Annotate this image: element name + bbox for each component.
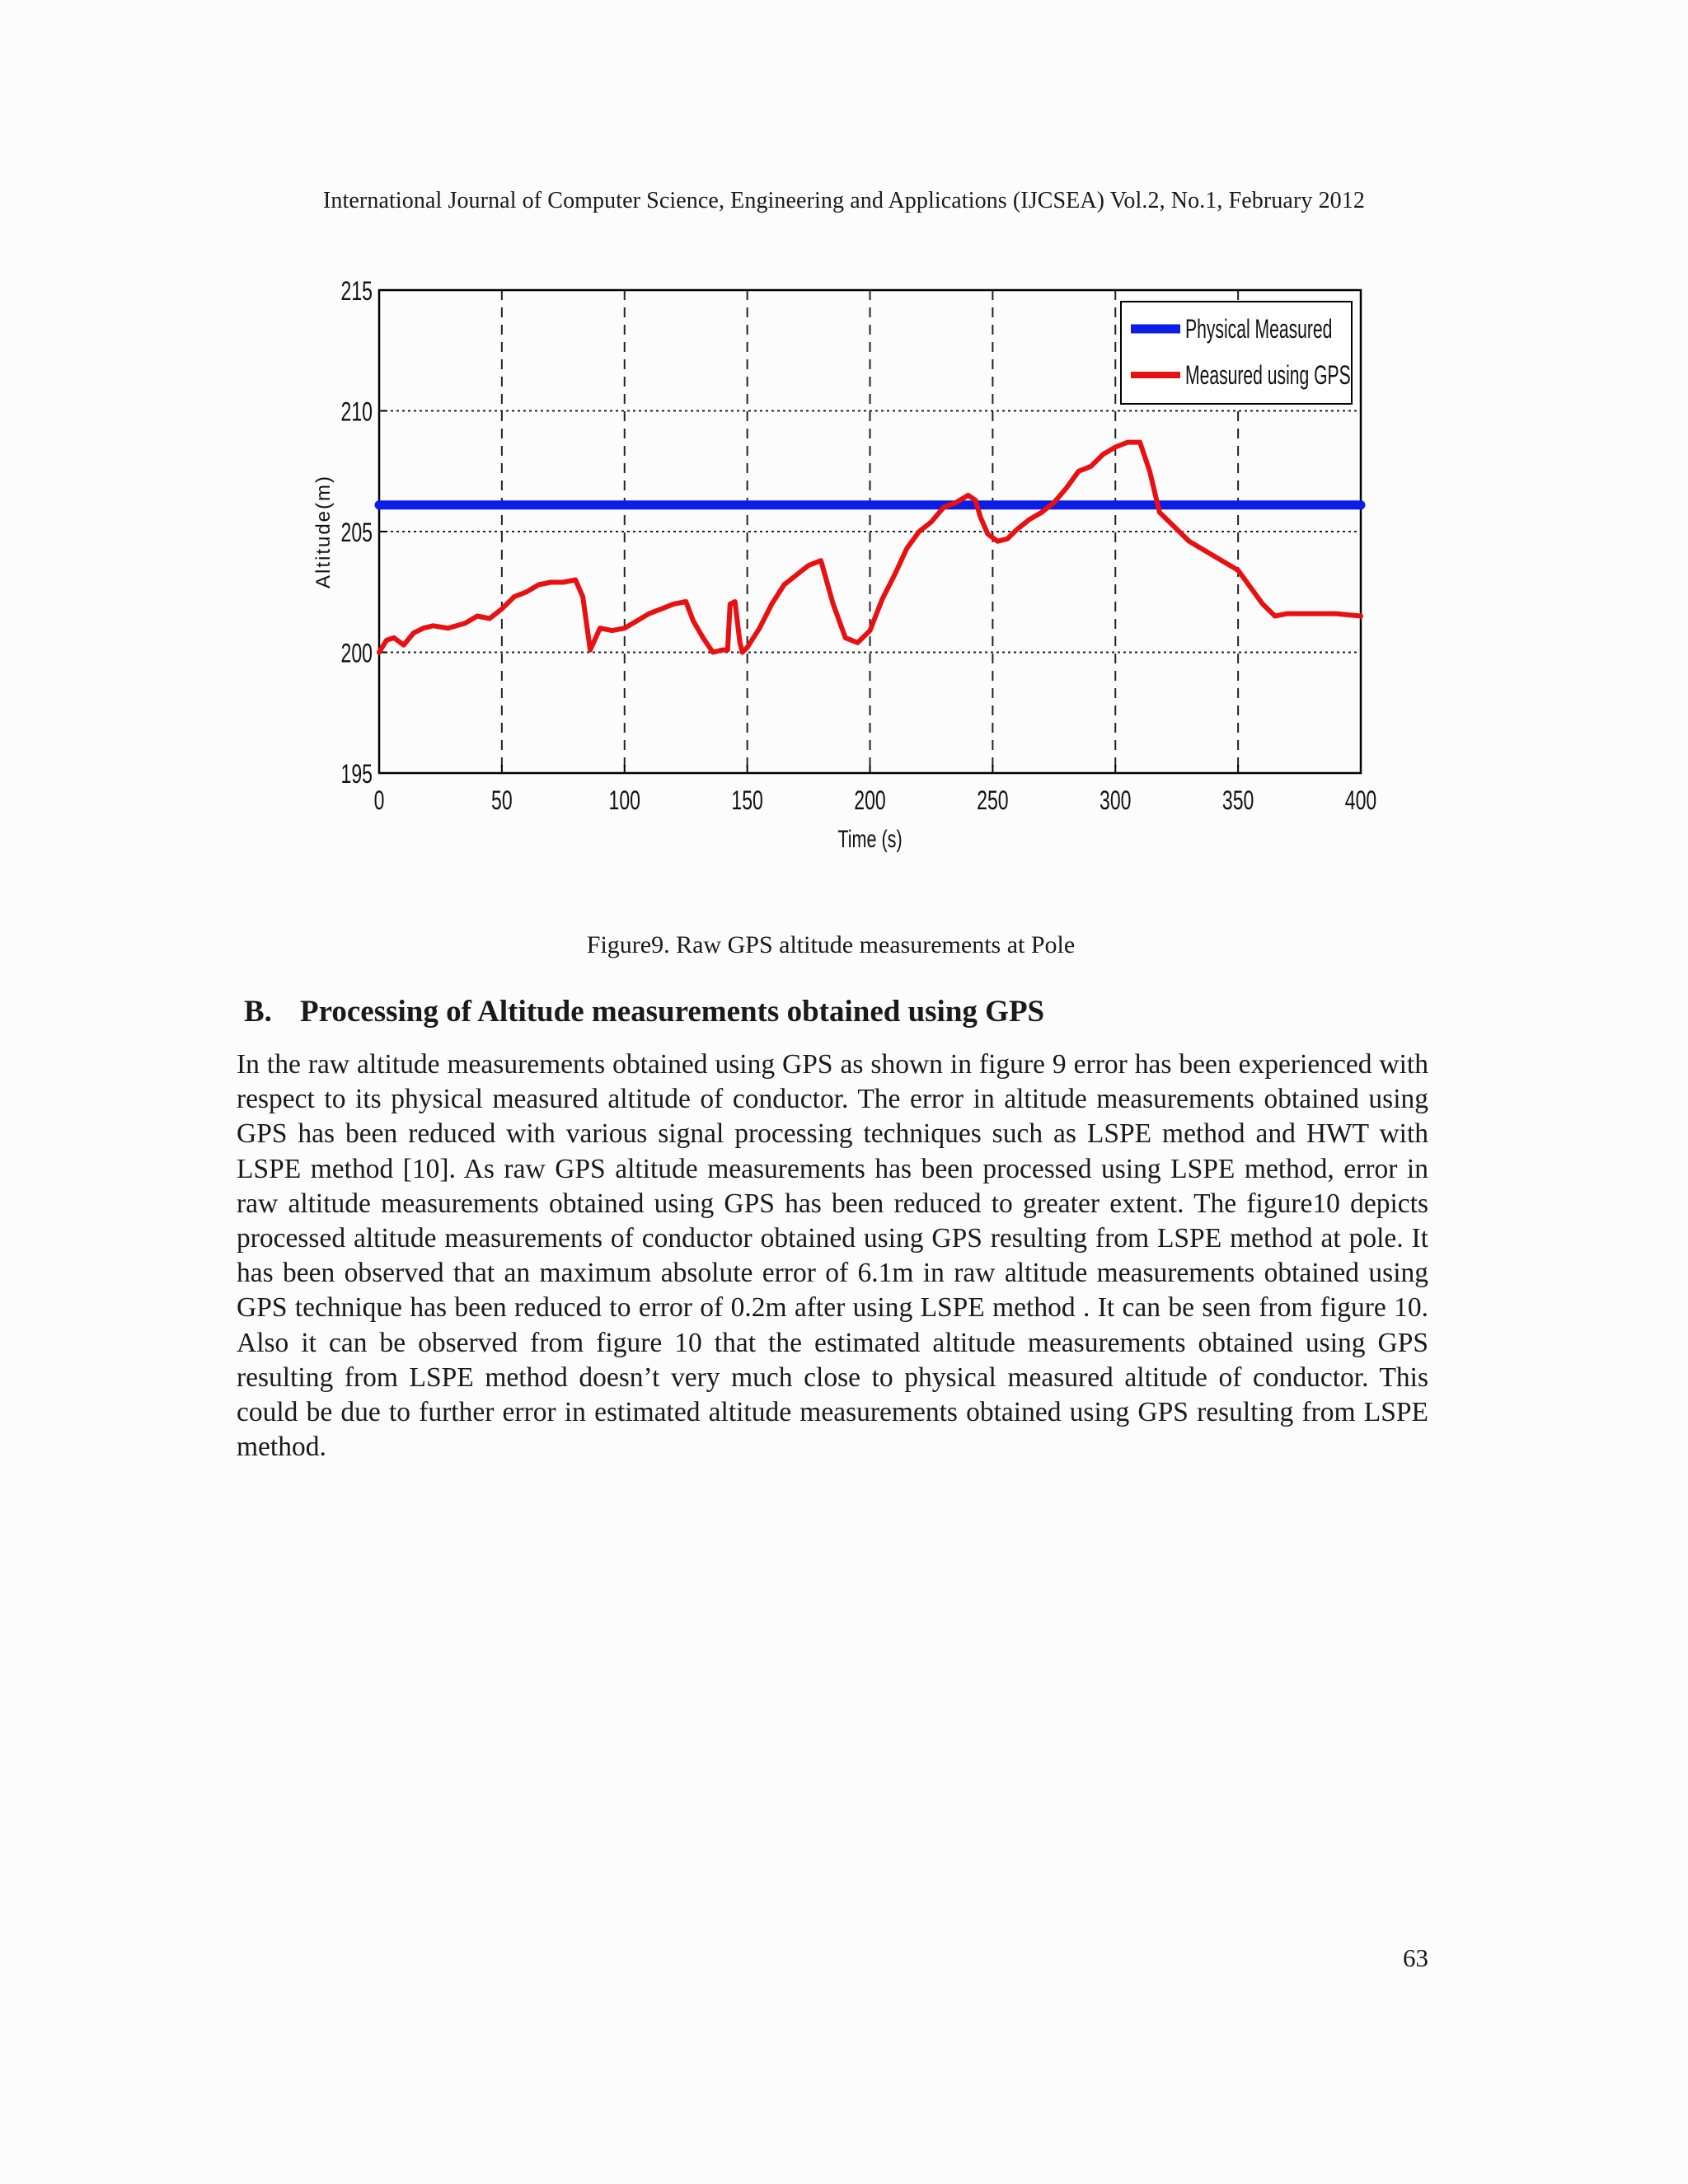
x-tick-label: 400 (1344, 785, 1377, 815)
x-tick-label: 150 (731, 785, 763, 815)
x-tick-label: 50 (491, 785, 513, 815)
section-title-text: Processing of Altitude measurements obtained using GPS (300, 995, 1045, 1029)
section-number: B. (244, 995, 272, 1029)
y-axis-label: Altitude(m) (312, 474, 335, 589)
chart-legend (1121, 302, 1352, 404)
y-tick-label: 205 (340, 518, 373, 547)
page-number: 63 (1403, 1943, 1428, 1972)
x-tick-label: 250 (977, 785, 1009, 815)
legend-label: Physical Measured (1185, 313, 1333, 344)
figure-caption: Figure9. Raw GPS altitude measurements at Pole (586, 931, 1076, 958)
x-tick-label: 100 (608, 785, 640, 815)
section-heading (244, 994, 1044, 1029)
x-tick-label: 350 (1221, 785, 1254, 815)
y-tick-label: 195 (340, 759, 373, 789)
altitude-chart (0, 0, 1688, 907)
x-tick-label: 0 (373, 785, 385, 815)
y-tick-label: 200 (340, 638, 373, 668)
x-tick-label: 300 (1100, 785, 1132, 815)
x-tick-label: 200 (854, 785, 886, 815)
y-tick-label: 210 (340, 396, 373, 427)
y-tick-label: 215 (340, 276, 373, 306)
body-paragraph: In the raw altitude measurements obtained using GPS as shown in figure 9 error has been experienced with respect to its physical measured altitude of conductor. The error in altitude measurements obtained using GPS has been reduced with various signal processing techniques such as LSPE method and HWT with LSPE method [10]. As raw GPS altitude measurements has been processed using LSPE method, error in raw altitude measurements obtained using GPS has been reduced to greater extent. The figure10 depicts processed altitude measurements of conductor obtained using GPS resulting from LSPE method at pole. It has been observed that an maximum absolute error of 6.1m in raw altitude measurements obtained using GPS technique has been reduced to error of 0.2m after using LSPE method . It can be seen from figure 10. Also it can be observed from figure 10 that the estimated altitude measurements obtained using GPS resulting from LSPE method doesn’t very much close to physical measured altitude of conductor. This could be due to further error in estimated altitude measurements obtained using GPS resulting from LSPE method. (237, 1049, 1428, 1463)
legend-label: Measured using GPS (1185, 359, 1351, 391)
x-axis-label: Time (s) (837, 824, 903, 853)
journal-header: International Journal of Computer Science, Engineering and Applications (IJCSEA) Vol.2, No.1, February 2012 (323, 188, 1365, 213)
